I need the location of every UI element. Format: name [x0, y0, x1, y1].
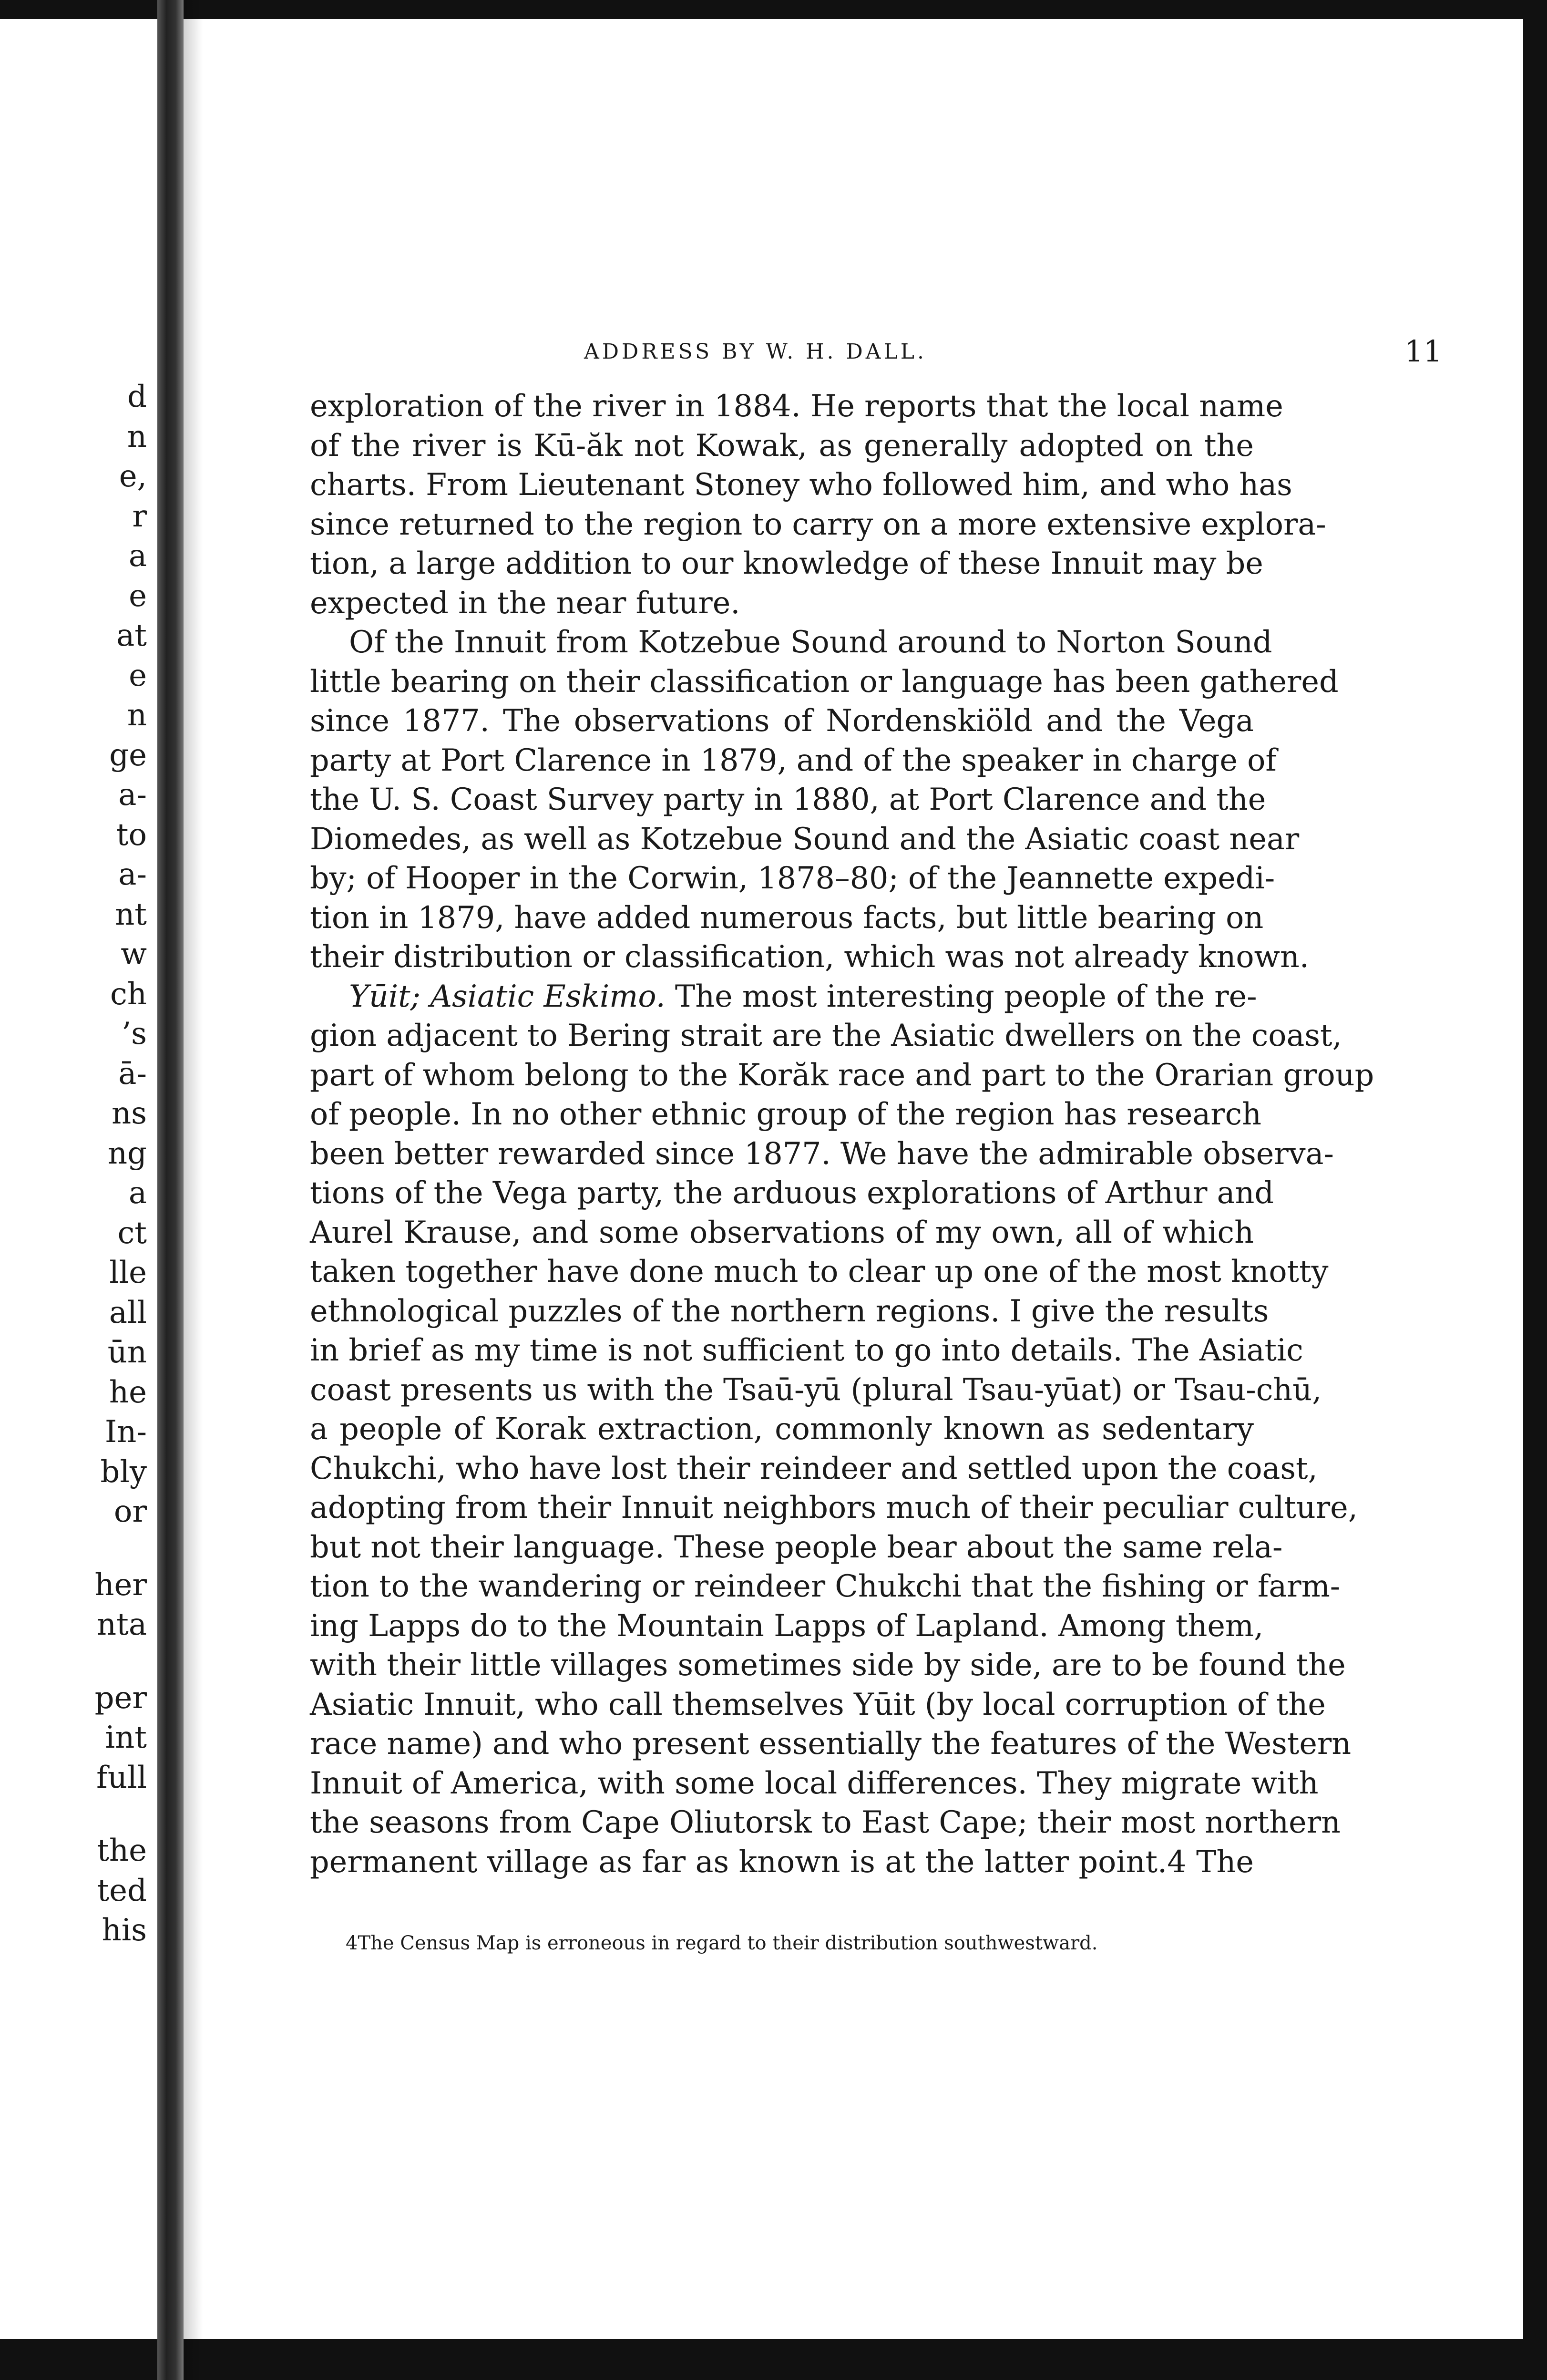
- text-line: ing Lapps do to the Mountain Lapps of Lapland. Among them,: [310, 1607, 1264, 1643]
- prev-page-line-fragment: ch: [110, 976, 147, 1012]
- prev-page-line-fragment: n: [127, 698, 147, 733]
- text-line: ethnological puzzles of the northern regions. I give the results: [310, 1293, 1269, 1329]
- text-line: taken together have done much to clear up one of the most knotty: [310, 1254, 1329, 1289]
- prev-page-line-fragment: the: [97, 1833, 147, 1868]
- prev-page-line-fragment: a: [128, 538, 147, 574]
- page: [203, 19, 1523, 2339]
- prev-page-line-fragment: lle: [109, 1255, 147, 1290]
- prev-page-line-fragment: nta: [96, 1607, 147, 1642]
- prev-page-line-fragment: a-: [118, 777, 147, 813]
- scan-border-top: [0, 0, 1547, 19]
- prev-page-line-fragment: a: [128, 1175, 147, 1211]
- text-line: tion in 1879, have added numerous facts, but little bearing on: [310, 899, 1264, 935]
- prev-page-line-fragment: ’s: [121, 1016, 147, 1051]
- paragraph-1: [310, 386, 1326, 622]
- text-line: the U. S. Coast Survey party in 1880, at Port Clarence and the: [310, 782, 1266, 817]
- book-gutter: [157, 0, 184, 2380]
- text-line: exploration of the river in 1884. He reports that the local name: [310, 388, 1283, 423]
- prev-page-line-fragment: nt: [115, 896, 147, 932]
- prev-page-line-fragment: ūn: [107, 1335, 147, 1370]
- text-line: gion adjacent to Bering strait are the Asiatic dwellers on the coast,: [310, 1018, 1342, 1053]
- paragraph-3: [310, 977, 1374, 1882]
- text-line: [310, 977, 1257, 1016]
- text-line: of people. In no other ethnic group of the region has research: [310, 1096, 1262, 1132]
- running-title: ADDRESS BY W. H. DALL.: [584, 340, 927, 364]
- prev-page-line-fragment: he: [109, 1374, 147, 1410]
- prev-page-line-fragment: his: [102, 1913, 147, 1948]
- prev-page-line-fragment: ted: [97, 1873, 147, 1908]
- text-line: been better rewarded since 1877. We have the admirable observa-: [310, 1135, 1334, 1171]
- prev-page-line-fragment: e,: [119, 459, 147, 494]
- prev-page-line-fragment: ā-: [118, 1056, 147, 1092]
- gutter-shadow: [184, 0, 203, 2380]
- text-line: Asiatic Innuit, who call themselves Yūit (by local corruption of the: [310, 1686, 1326, 1722]
- text-line: since 1877. The observations of Nordenskiöld and the Vega: [310, 703, 1254, 738]
- prev-page-line-fragment: to: [116, 817, 147, 853]
- footnote: 4The Census Map is erroneous in regard to their distribution southwestward.: [346, 1932, 1098, 1954]
- text-line: by; of Hooper in the Corwin, 1878–80; of the Jeannette expedi-: [310, 860, 1275, 896]
- text-line: a people of Korak extraction, commonly known as sedentary: [310, 1411, 1254, 1446]
- text-line: charts. From Lieutenant Stoney who followed him, and who has: [310, 467, 1292, 502]
- running-head: [584, 334, 1442, 372]
- prev-page-line-fragment: e: [129, 658, 147, 693]
- text-line: Diomedes, as well as Kotzebue Sound and the Asiatic coast near: [310, 821, 1300, 856]
- text-line: part of whom belong to the Korăk race and part to the Orarian group: [310, 1057, 1374, 1092]
- text-line: Aurel Krause, and some observations of my own, all of which: [310, 1214, 1254, 1250]
- prev-page-line-fragment: n: [127, 419, 147, 454]
- text-line: Chukchi, who have lost their reindeer and settled upon the coast,: [310, 1450, 1318, 1486]
- text-line: tion, a large addition to our knowledge of these Innuit may be: [310, 546, 1263, 581]
- prev-page-line-fragment: per: [94, 1680, 147, 1716]
- prev-page-line-fragment: ct: [117, 1215, 147, 1251]
- text-line: with their little villages sometimes side by side, are to be found the: [310, 1647, 1346, 1682]
- page-number: 11: [1404, 334, 1442, 369]
- prev-page-line-fragment: or: [113, 1494, 147, 1529]
- prev-page-line-fragment: d: [127, 379, 147, 414]
- prev-page-line-fragment: r: [132, 498, 147, 534]
- text-line: Innuit of America, with some local differences. They migrate with: [310, 1765, 1319, 1801]
- prev-page-line-fragment: ge: [109, 737, 147, 773]
- text-line: permanent village as far as known is at the latter point.4 The: [310, 1844, 1254, 1879]
- prev-page-line-fragment: full: [96, 1760, 147, 1795]
- text-line: but not their language. These people bear about the same rela-: [310, 1529, 1283, 1565]
- prev-page-line-fragment: a-: [118, 857, 147, 892]
- text-line: adopting from their Innuit neighbors much of their peculiar culture,: [310, 1490, 1358, 1525]
- prev-page-line-fragment: ns: [111, 1096, 147, 1131]
- prev-page-line-fragment: int: [105, 1720, 147, 1755]
- text-line: the seasons from Cape Oliutorsk to East Cape; their most northern: [310, 1804, 1341, 1840]
- scan-border-right: [1523, 0, 1547, 2380]
- text-line: expected in the near future.: [310, 585, 740, 620]
- prev-page-line-fragment: w: [121, 937, 147, 972]
- prev-page-line-fragment: ng: [107, 1135, 147, 1171]
- text-line: race name) and who present essentially the features of the Western: [310, 1726, 1352, 1761]
- text-fragment: The most interesting people of the re-: [665, 978, 1257, 1014]
- text-line: tion to the wandering or reindeer Chukchi that the fishing or farm-: [310, 1568, 1341, 1604]
- text-line: party at Port Clarence in 1879, and of the speaker in charge of: [310, 742, 1277, 778]
- text-line: of the river is Kū-ăk not Kowak, as generally adopted on the: [310, 427, 1254, 463]
- text-line: in brief as my time is not sufficient to go into details. The Asiatic: [310, 1332, 1303, 1368]
- text-line: their distribution or classification, which was not already known.: [310, 939, 1310, 974]
- prev-page-line-fragment: her: [94, 1567, 147, 1603]
- prev-page-line-fragment: all: [109, 1295, 147, 1330]
- previous-page-fragment: [0, 0, 157, 2339]
- prev-page-line-fragment: bly: [100, 1454, 147, 1490]
- prev-page-line-fragment: at: [116, 618, 147, 653]
- paragraph-2: [310, 622, 1339, 977]
- body-text: [310, 386, 1374, 1881]
- prev-page-line-fragment: e: [129, 578, 147, 614]
- scan-border-bottom: [0, 2339, 1547, 2380]
- text-line: since returned to the region to carry on a more extensive explora-: [310, 506, 1326, 542]
- text-line: coast presents us with the Tsaū-yū (plural Tsau-yūat) or Tsau-chū,: [310, 1371, 1322, 1407]
- text-line: tions of the Vega party, the arduous explorations of Arthur and: [310, 1175, 1274, 1210]
- prev-page-line-fragment: In-: [104, 1414, 147, 1450]
- text-line: Of the Innuit from Kotzebue Sound around to Norton Sound: [349, 624, 1272, 659]
- text-line: little bearing on their classification or language has been gathered: [310, 663, 1339, 699]
- section-lead: Yūit; Asiatic Eskimo.: [349, 978, 666, 1014]
